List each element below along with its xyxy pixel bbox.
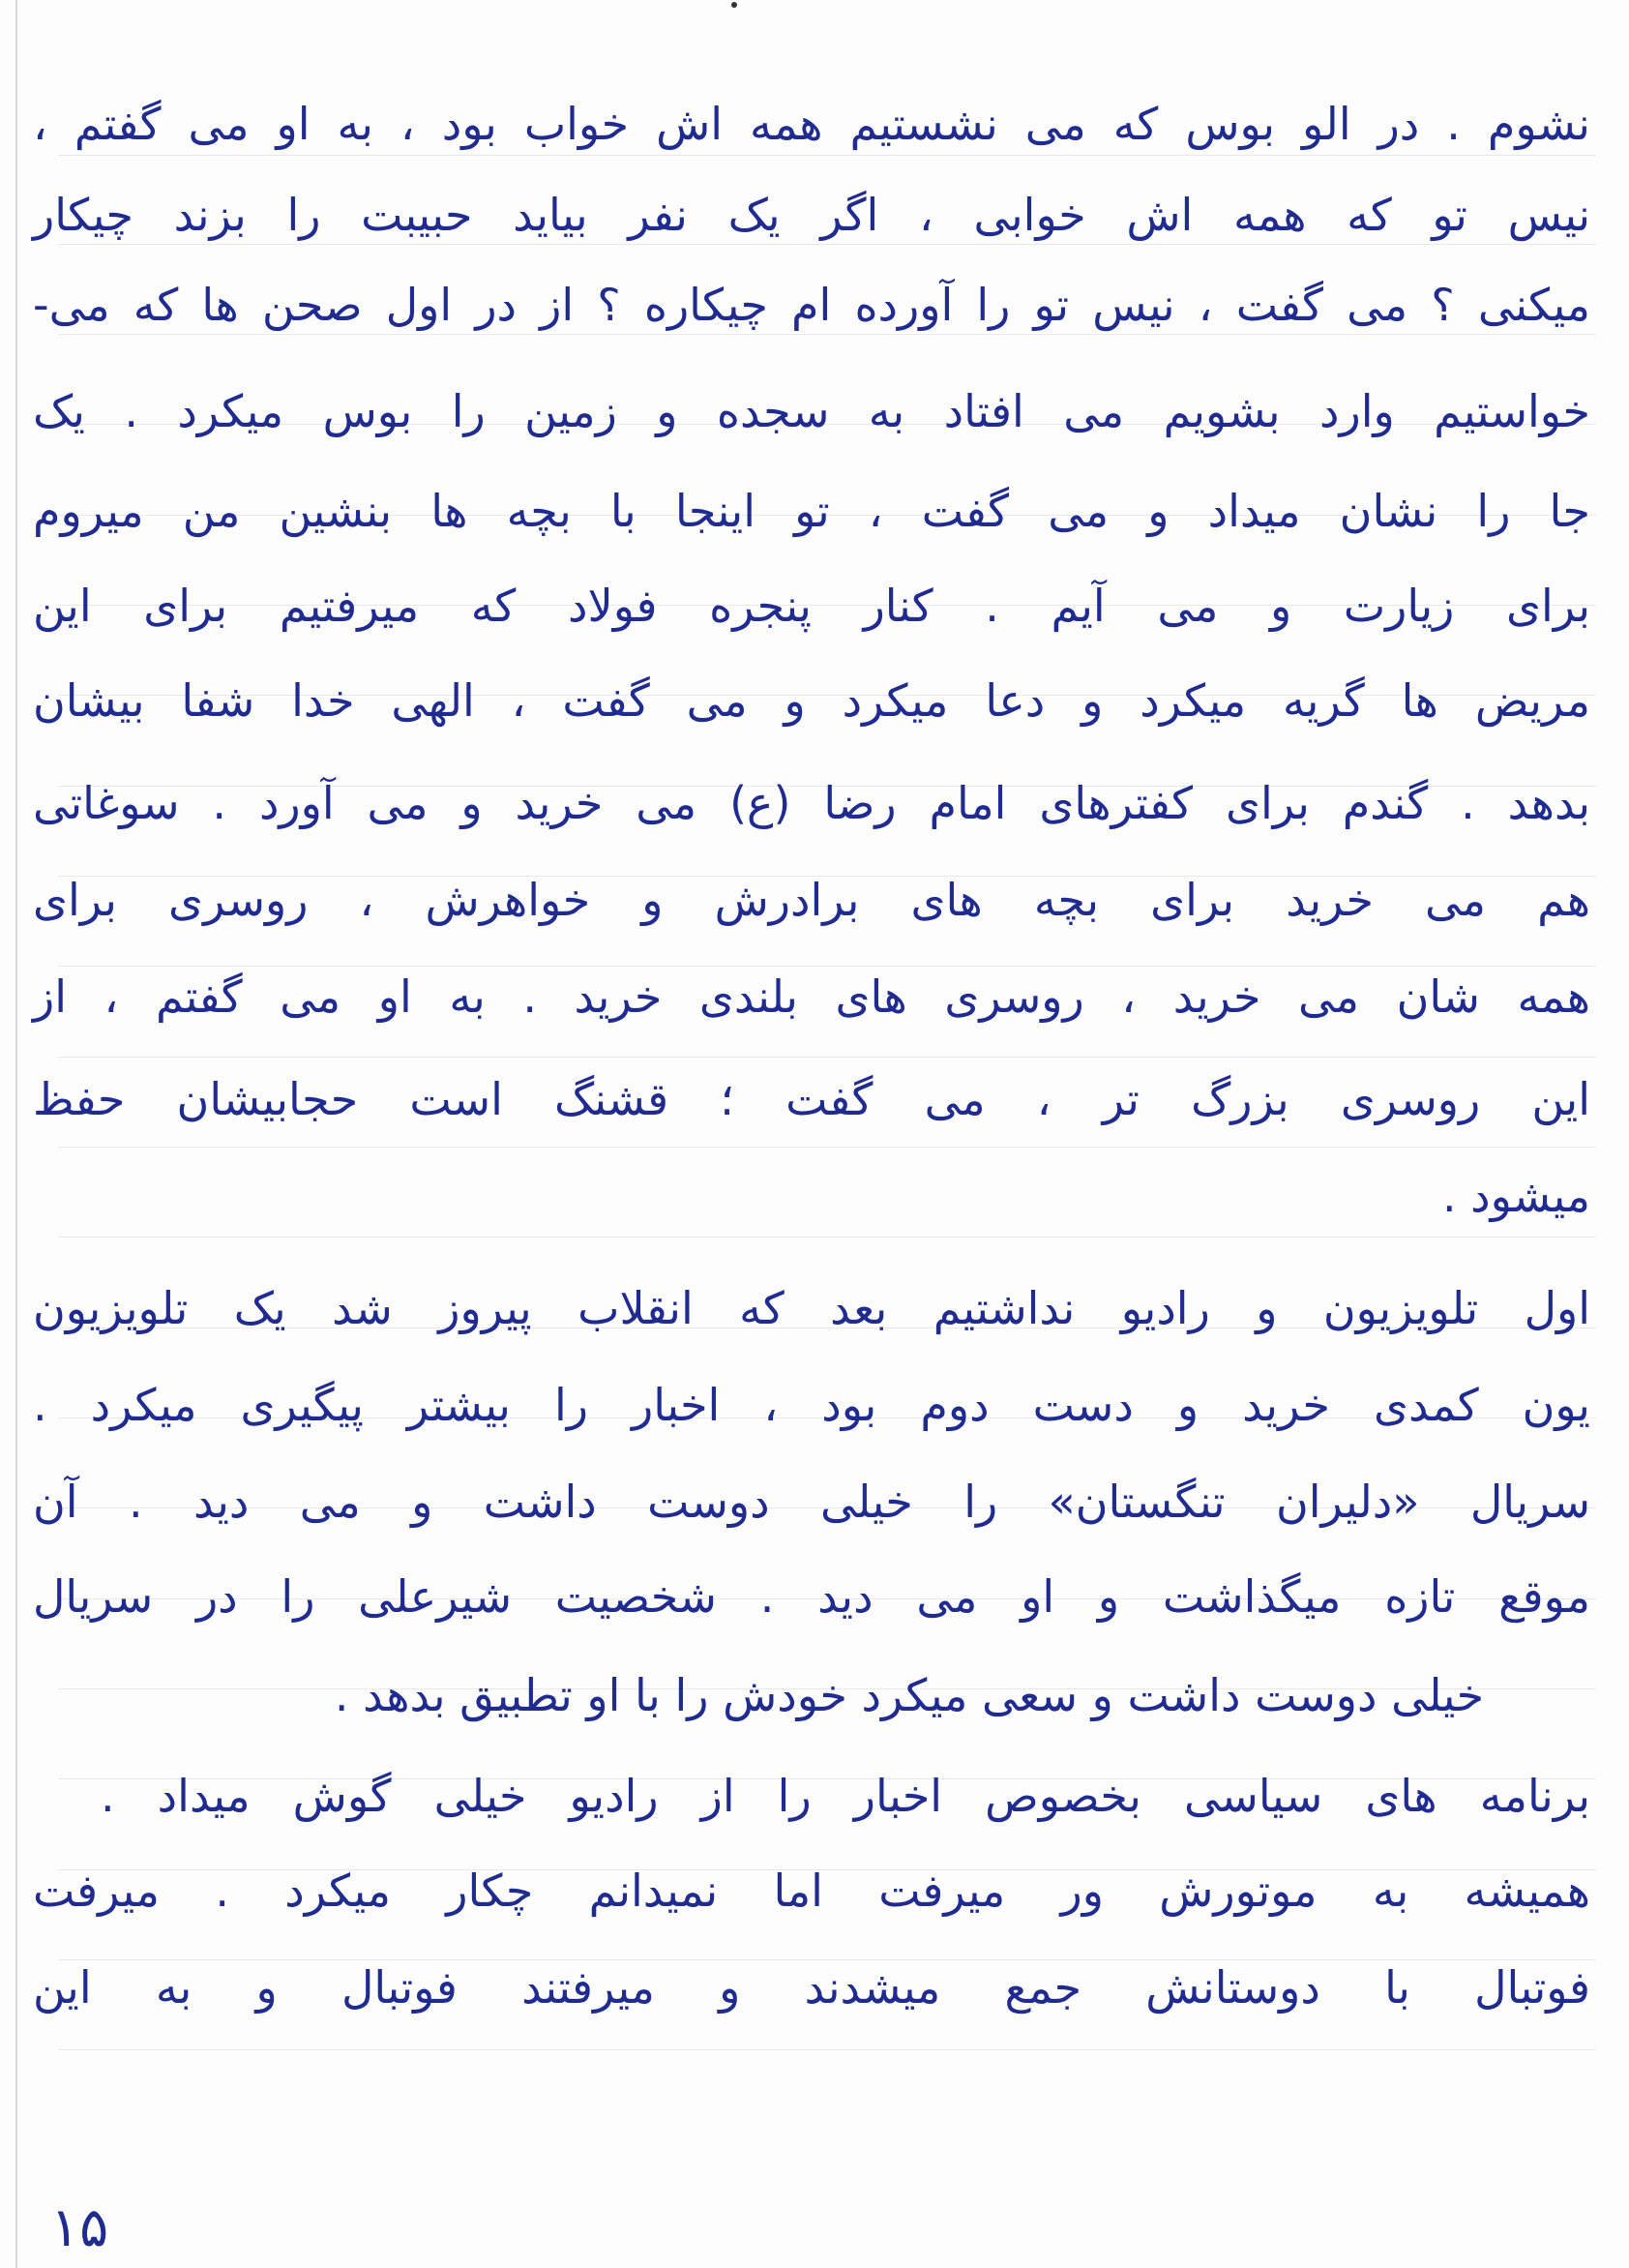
ruled-line: [58, 244, 1596, 245]
ruled-line: [58, 155, 1596, 156]
page-number: ۱۵: [50, 2196, 109, 2259]
text-line: جا را نشان میداد و می گفت ، تو اینجا با بچه ها بنشین من میروم: [33, 485, 1590, 537]
text-line: میشود .: [1441, 1170, 1590, 1222]
text-line: نیس تو که همه اش خوابی ، اگر یک نفر بیاید حبیبت را بزند چیکار: [33, 189, 1590, 241]
ruled-line: [58, 1057, 1596, 1058]
text-line: خواستیم وارد بشویم می افتاد به سجده و زمین را بوس میکرد . یک: [33, 385, 1590, 437]
ruled-line: [58, 334, 1596, 335]
text-line: نشوم . در الو بوس که می نشستیم همه اش خواب بود ، به او می گفتم ،: [33, 98, 1590, 150]
ruled-line: [58, 2049, 1596, 2050]
ruled-line: [58, 1237, 1596, 1238]
text-line: خیلی دوست داشت و سعی میکرد خودش را با او تطبیق بدهد .: [334, 1669, 1484, 1721]
text-line: برای زیارت و می آیم . کنار پنجره فولاد که میرفتیم برای این: [33, 580, 1590, 632]
text-line: سریال «دلیران تنگستان» را خیلی دوست داشت و می دید . آن: [33, 1476, 1590, 1528]
text-line: هم می خرید برای بچه های برادرش و خواهرش ، روسری برای: [33, 874, 1590, 926]
text-line: میکنی ؟ می گفت ، نیس تو را آورده ام چیکاره ؟ از در اول صحن ها که می-: [33, 279, 1590, 331]
ruled-line: [58, 966, 1596, 967]
text-line: مریض ها گریه میکرد و دعا میکرد و می گفت ، الهی خدا شفا بیشان: [33, 674, 1590, 727]
text-line: همه شان می خرید ، روسری های بلندی خرید . به او می گفتم ، از: [33, 970, 1590, 1023]
text-line: بدهد . گندم برای کفترهای امام رضا (ع) می خرید و می آورد . سوغاتی: [33, 777, 1590, 829]
ruled-line: [58, 1147, 1596, 1148]
text-line: فوتبال با دوستانش جمع میشدند و میرفتند فوتبال و به این: [33, 1961, 1590, 2014]
text-line: یون کمدی خرید و دست دوم بود ، اخبار را بیشتر پیگیری میکرد .: [33, 1379, 1590, 1431]
top-dot-mark: [731, 2, 737, 8]
text-line: اول تلویزیون و رادیو نداشتیم بعد که انقلاب پیروز شد یک تلویزیون: [33, 1282, 1590, 1334]
page-left-edge: [15, 0, 17, 2268]
text-line: برنامه های سیاسی بخصوص اخبار را از رادیو خیلی گوش میداد .: [101, 1770, 1590, 1822]
text-line: موقع تازه میگذاشت و او می دید . شخصیت شیرعلی را در سریال: [33, 1570, 1590, 1623]
text-line: همیشه به موتورش ور میرفت اما نمیدانم چکار میکرد . میرفت: [33, 1865, 1590, 1917]
text-line: این روسری بزرگ تر ، می گفت ؛ قشنگ است حجابیشان حفظ: [33, 1073, 1590, 1125]
